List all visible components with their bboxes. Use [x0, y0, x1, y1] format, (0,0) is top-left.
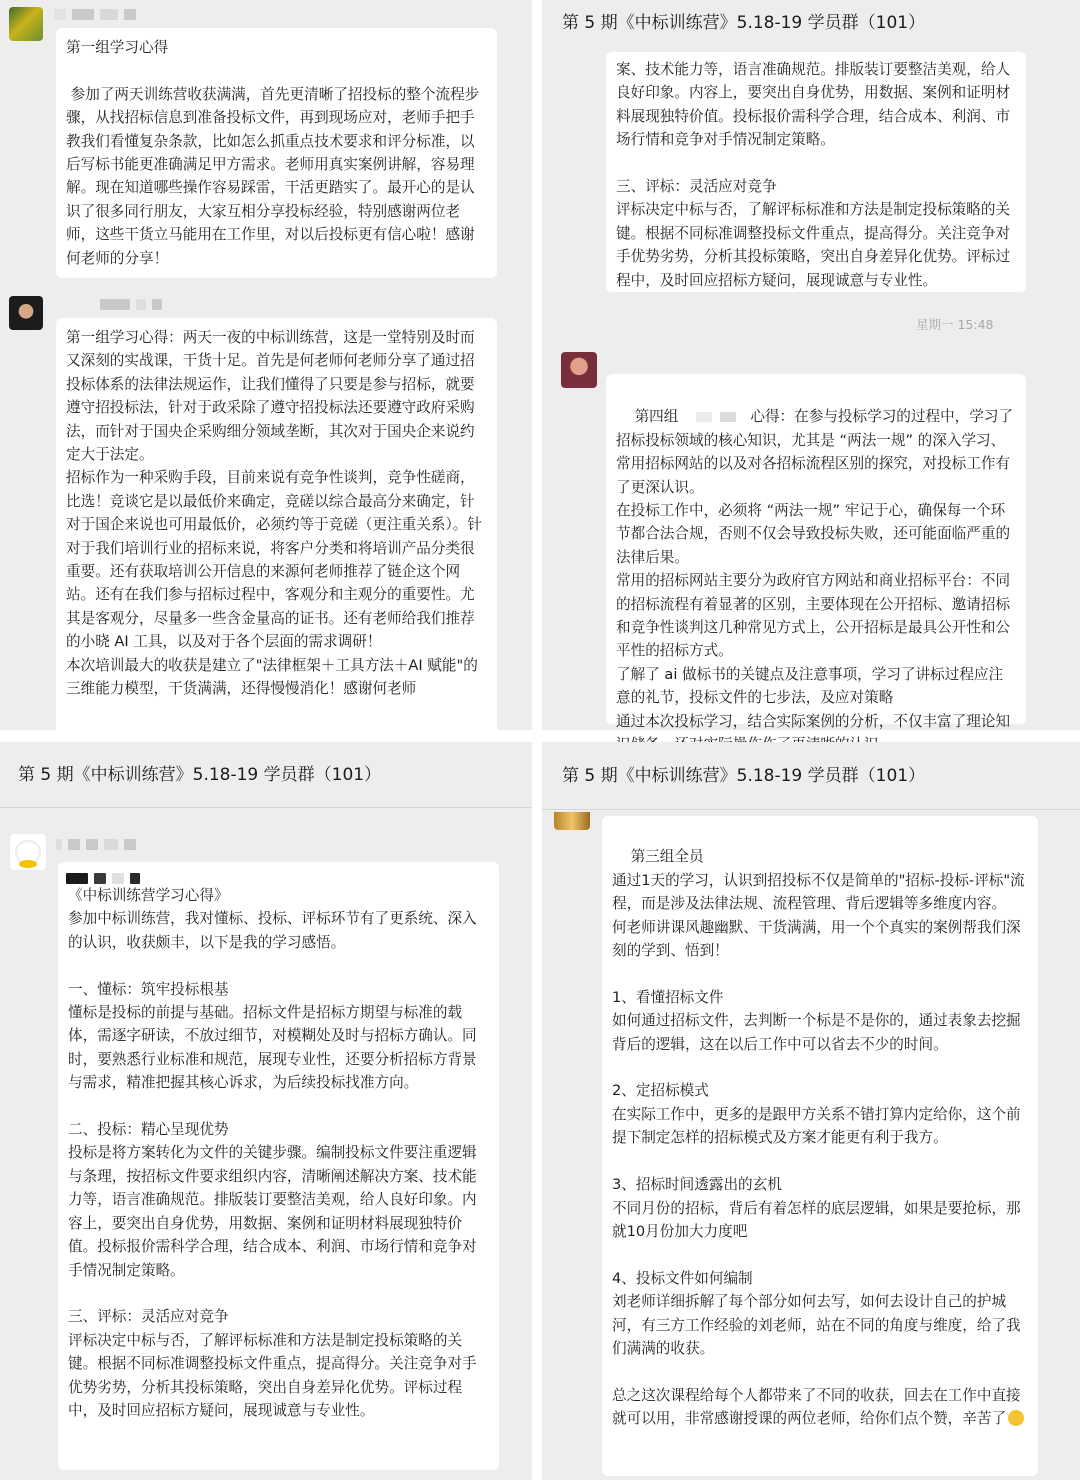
message-text: 心得：在参与投标学习的过程中，学习了招标投标领域的核心知识，尤其是 “两法一规” 的深入学习、常用招标网站的以及对各招标流程区别的探究，对投标工作有了更深认识。 在投标工作中，必须将 “两法一规” 牢记于心，确保每一个环节都合法合规，否则不仅会导致投标失败，还可能面临严重的法律后果。 常用的招标网站主要分为政府官方网站和商业招标平台：不同的招标流程有着显著的区别，主要体现在公开招标、邀请招标和竞争性谈判这几种常见方式上，公开招标是最具公开性和公平性的招标方式。 了解了 ai 做标书的关键点及注意事项，学习了讲标过程应注意的礼节，投标文件的七步法，及应对策略 通过本次投标学习，结合实际案例的分析，不仅丰富了理论知: [616, 408, 1014, 730]
sender-name-redacted: [696, 412, 736, 422]
avatar[interactable]: [554, 812, 590, 830]
message-bubble[interactable]: 第一组学习心得：两天一夜的中标训练营，这是一堂特别及时而又深刻的实战课，干货十足。首先是何老师何老师分享了通过招投标体系的法律法规运作，让我们懂得了只要是参与招标，就要遵守招投标法，针对于政采除了遵守招投标法还要遵守政府采购法，而针对于国央企采购细分领域垄断，其次对于国央企来说约定大于法定。 招标作为一种采购手段，目前来说有竞争性谈判，竞争性磋商，比选！竞谈它是以最低价来确定，竞磋以综合最高分来确定，针对于国企来说也可用最低价，必须约等于竞磋（更注重关系）。针对于我们培训行业的招标来说，将客户分类和将培训产品分类很重要。还有获取培训公开信息的来源何老师推荐了链企这个网站。还有在我们参与招标过程中，客观分和主观分的重要性。尤其是客观分，尽量多一些含金量高的证书。还有老师给我们推荐的小晓 AI 工具，以及对于各个层面的需求调研！ 本次培训最大的收获是建立了"法律框架＋工具方法＋AI 赋能"的三维能力模型，干货满满，还得慢慢消化！感谢何老师: [56, 318, 497, 738]
message-prefix: 第四组: [634, 408, 679, 426]
duck-icon: [17, 842, 39, 862]
message-bubble[interactable]: 第一组学习心得 参加了两天训练营收获满满，首先更清晰了招投标的整个流程步骤，从找招标信息到准备投标文件，再到现场应对，老师手把手教我们看懂复杂条款，比如怎么抓重点技术要求和评分标准，以后写标书能更准确满足甲方需求。老师用真实案例讲解，容易理解。现在知道哪些操作容易踩雷，干活更踏实了。最开心的是认识了很多同行朋友，大家互相分享投标经验，特别感谢两位老师，这些干货立马能用在工作里，对以后投标更有信心啦！感谢何老师的分享！: [56, 28, 497, 278]
avatar[interactable]: [9, 7, 43, 41]
message-bubble[interactable]: [606, 374, 1026, 730]
chat-title: 第 5 期《中标训练营》5.18-19 学员群（101）: [542, 742, 1080, 810]
avatar[interactable]: [9, 296, 43, 330]
chat-title: 第 5 期《中标训练营》5.18-19 学员群（101）: [0, 742, 532, 808]
chat-panel-2: [542, 0, 1080, 730]
beak-shape: [19, 860, 37, 868]
message-bubble[interactable]: [602, 816, 1038, 1476]
timestamp: 星期一 15:48: [916, 317, 994, 332]
message-bubble[interactable]: 案、技术能力等，语言准确规范。排版装订要整洁美观，给人良好印象。内容上，要突出自身优势，用数据、案例和证明材料展现独特价值。投标报价需科学合理，结合成本、利润、市场行情和竞争对手情况制定策略。 三、评标：灵活应对竞争 评标决定中标与否，了解评标标准和方法是制定投标策略的关键。根据不同标准调整投标文件重点，提高得分。关注竞争对手优势劣势，分析其投标策略，突出自身差异化优势。评标过程中，及时回应招标方疑问，展现诚意与专业性。: [606, 52, 1026, 292]
chat-panel-1: [0, 0, 532, 730]
chat-panel-3: [0, 742, 532, 1480]
emoji-icon: [1008, 1410, 1024, 1426]
message-bubble[interactable]: 《中标训练营学习心得》 参加中标训练营，我对懂标、投标、评标环节有了更系统、深入的认识，收获颇丰，以下是我的学习感悟。 一、懂标：筑牢投标根基 懂标是投标的前提与基础。招标文件是招标方期望与标准的载体，需逐字研读，不放过细节，对模糊处及时与招标方确认。同时，要熟悉行业标准和规范，展现专业性，还要分析招标方背景与需求，精准把握其核心诉求，为后续投标找准方向。 二、投标：精心呈现优势 投标是将方案转化为文件的关键步骤。编制投标文件要注重逻辑与条理，按招标文件要求组织内容，清晰阐述解决方案、技术能力等，语言准确规范。排版装订要整洁美观，给人良好印象。内容上，要突出自身优势，用数据、案例和证明材料展现独特价值。投标报价需科学合理，结合成本、利润、市场行情和竞争对手情况制定策略。 三、评标：灵活应对竞争 评标决定中标与否，了解评标标准和方法是制定投标策略的关键。根据不同标准调整投标文件重点，提高得分。关注竞争对手优势劣势，分析其投标策略，突出自身差异化优势。评标过程中，及时回应招标方疑问，展现诚意与专业性。: [58, 862, 499, 1470]
sender-name-redacted: [66, 872, 140, 884]
avatar[interactable]: [561, 352, 597, 388]
sender-name-redacted: [56, 838, 136, 850]
chat-title: 第 5 期《中标训练营》5.18-19 学员群（101）: [542, 0, 1080, 54]
sender-name-redacted: [54, 8, 136, 20]
chat-panel-4: [542, 742, 1080, 1480]
sender-name-redacted: [100, 298, 162, 310]
avatar[interactable]: [10, 834, 46, 870]
message-text: 第三组全员 通过1天的学习，认识到招投标不仅是简单的"招标-投标-评标"流程，而是涉及法律法规、流程管理、背后逻辑等多维度内容。 何老师讲课风趣幽默、干货满满，用一个个真实的案例帮我们深刻的学到、悟到！ 1、看懂招标文件 如何通过招标文件，去判断一个标是不是你的，通过表象去挖掘背后的逻辑，这在以后工作中可以省去不少的时间。 2、定招标模式 在实际工作中，更多的是跟甲方关系不错打算内定给你，这个前提下制定怎样的招标模式及方案才能更有利于我方。 3、招标时间透露出的玄机 不同月份的招标，背后有着怎样的底层逻辑，如果是要抢标，那就10月份加大力度吧 4、投标文件如何编制 刘老师详细拆解了每个部分如何去写，如何去设计自己的护城河，有三方工作经验的刘老师，站在不同的角度与维度，给了我们满满的收获。 总之这次课程给每个人都带来了不同的收获，回去在工作中直接就可以用，非常感谢授课的两位老师，给你们点个赞，辛苦了: [612, 848, 1025, 1428]
